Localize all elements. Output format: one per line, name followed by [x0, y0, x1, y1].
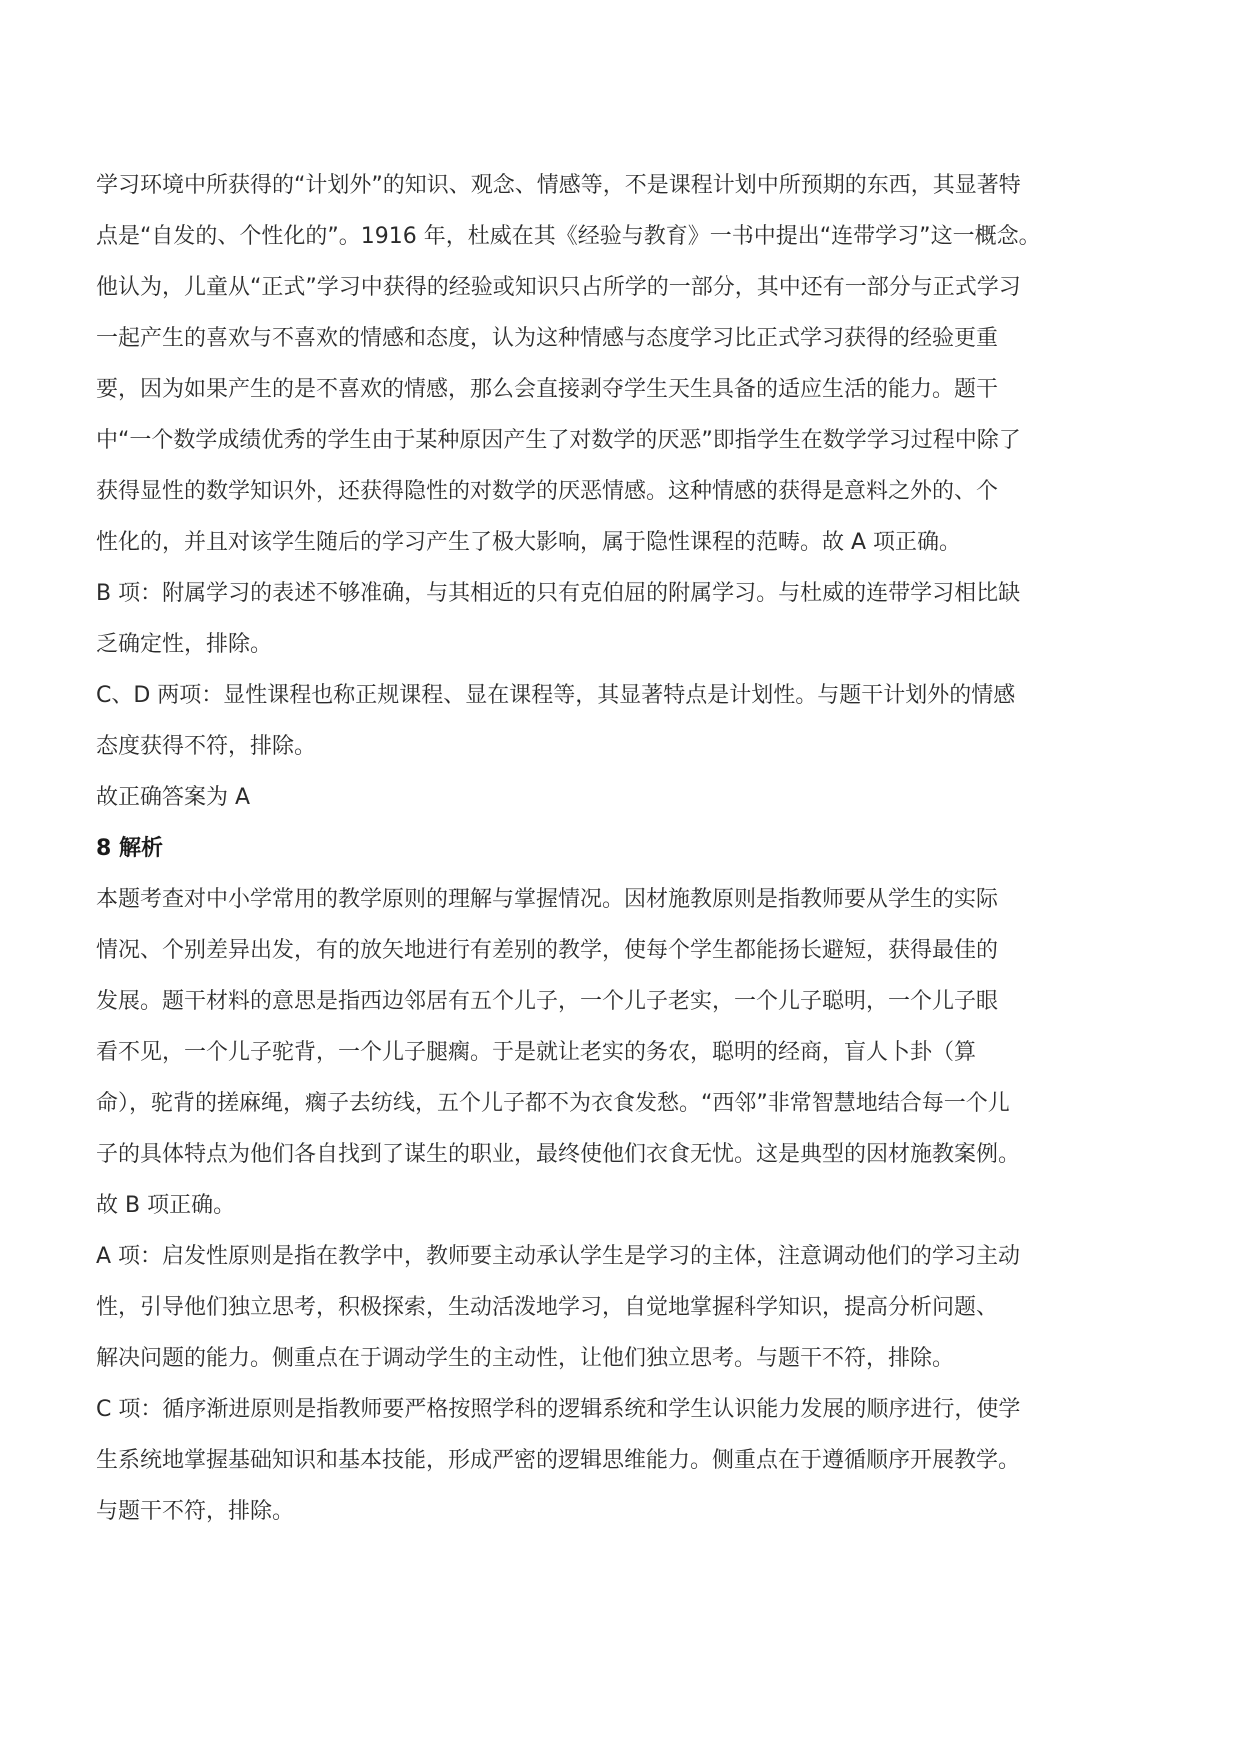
paragraph-line: 获得显性的数学知识外，还获得隐性的对数学的厌恶情感。这种情感的获得是意料之外的、个 [96, 479, 999, 504]
option-b-line: 乏确定性，排除。 [96, 632, 273, 657]
paragraph-line: 他认为，儿童从“正式”学习中获得的经验或知识只占所学的一部分，其中还有一部分与正式学习 [96, 275, 1021, 300]
paragraph-line: 情况、个别差异出发，有的放矢地进行有差别的教学，使每个学生都能扬长避短，获得最佳的 [96, 938, 999, 963]
section-heading: 8 解析 [96, 836, 163, 861]
option-c-line: C 项：循序渐进原则是指教师要严格按照学科的逻辑系统和学生认识能力发展的顺序进行，使学 [96, 1397, 1021, 1422]
option-cd-line: C、D 两项：显性课程也称正规课程、显在课程等，其显著特点是计划性。与题干计划外的情感 [96, 683, 1016, 708]
option-c-line: 与题干不符，排除。 [96, 1499, 295, 1524]
paragraph-line: 学习环境中所获得的“计划外”的知识、观念、情感等，不是课程计划中所预期的东西，其显著特 [96, 173, 1021, 198]
paragraph-line: 命），驼背的搓麻绳，瘸子去纺线，五个儿子都不为衣食发愁。“西邻”非常智慧地结合每一个儿 [96, 1091, 1010, 1116]
option-c-line: 生系统地掌握基础知识和基本技能，形成严密的逻辑思维能力。侧重点在于遵循顺序开展教学。 [96, 1448, 1021, 1473]
option-b-line: B 项：附属学习的表述不够准确，与其相近的只有克伯屈的附属学习。与杜威的连带学习相比缺 [96, 581, 1021, 606]
paragraph-line: 要，因为如果产生的是不喜欢的情感，那么会直接剥夺学生天生具备的适应生活的能力。题干 [96, 377, 999, 402]
paragraph-line: 发展。题干材料的意思是指西边邻居有五个儿子，一个儿子老实，一个儿子聪明，一个儿子眼 [96, 989, 999, 1014]
paragraph-line: 故 B 项正确。 [96, 1193, 236, 1218]
paragraph-line: 一起产生的喜欢与不喜欢的情感和态度，认为这种情感与态度学习比正式学习获得的经验更重 [96, 326, 999, 351]
answer-line: 故正确答案为 A [96, 785, 251, 810]
paragraph-line: 子的具体特点为他们各自找到了谋生的职业，最终使他们衣食无忧。这是典型的因材施教案例。 [96, 1142, 1021, 1167]
option-a-line: A 项：启发性原则是指在教学中，教师要主动承认学生是学习的主体，注意调动他们的学习主动 [96, 1244, 1021, 1269]
paragraph-line: 看不见，一个儿子驼背，一个儿子腿瘸。于是就让老实的务农，聪明的经商，盲人卜卦（算 [96, 1040, 977, 1065]
option-a-line: 性，引导他们独立思考，积极探索，生动活泼地学习，自觉地掌握科学知识，提高分析问题、 [96, 1295, 999, 1320]
document-page [96, 160, 1156, 1537]
paragraph-line: 性化的，并且对该学生随后的学习产生了极大影响，属于隐性课程的范畴。故 A 项正确。 [96, 530, 962, 555]
option-cd-line: 态度获得不符，排除。 [96, 734, 317, 759]
option-a-line: 解决问题的能力。侧重点在于调动学生的主动性，让他们独立思考。与题干不符，排除。 [96, 1346, 955, 1371]
paragraph-line: 本题考查对中小学常用的教学原则的理解与掌握情况。因材施教原则是指教师要从学生的实际 [96, 887, 999, 912]
paragraph-line: 点是“自发的、个性化的”。1916 年，杜威在其《经验与教育》一书中提出“连带学习”这一概念。 [96, 224, 1041, 249]
paragraph-line: 中“一个数学成绩优秀的学生由于某种原因产生了对数学的厌恶”即指学生在数学学习过程中除了 [96, 428, 1021, 453]
